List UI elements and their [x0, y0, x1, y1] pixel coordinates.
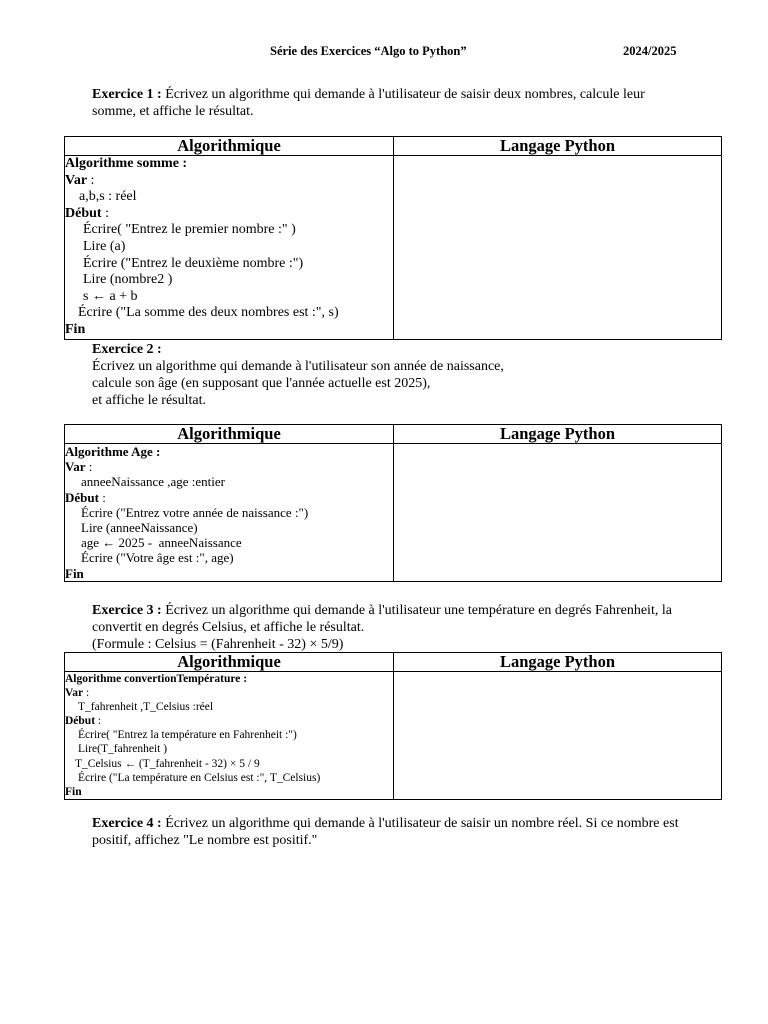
exercise-2-text-line: calcule son âge (en supposant que l'année actuelle est 2025),	[92, 376, 431, 391]
algo-1-var-sep: :	[87, 172, 95, 188]
algo-3-line: Écrire ("La température en Celsius est :", T_Celsius)	[78, 771, 321, 784]
algo-2-var-keyword: Var	[65, 459, 86, 475]
exercise-1-table	[64, 136, 722, 340]
table-1-header-algo: Algorithmique	[65, 137, 394, 156]
algo-1-name: Algorithme somme :	[65, 156, 188, 171]
algo-1-debut-keyword: Début	[65, 205, 102, 221]
exercise-1-python-cell[interactable]	[394, 156, 722, 340]
table-2-header-algo: Algorithmique	[65, 425, 394, 444]
exercise-2-table	[64, 424, 722, 582]
algo-1-var-decl: a,b,s : réel	[79, 189, 137, 205]
exercise-3-label: Exercice 3 :	[92, 603, 162, 618]
algo-3-line: Écrire( "Entrez la température en Fahrenheit :")	[78, 729, 297, 742]
algo-2-name: Algorithme Age :	[65, 444, 161, 459]
table-2-header-python: Langage Python	[394, 425, 722, 444]
algo-3-line: T_Celsius ← (T_fahrenheit - 32) × 5 / 9	[75, 757, 260, 770]
algo-3-var-decl: T_fahrenheit ,T_Celsius :réel	[78, 701, 214, 714]
algo-2-line: Écrire ("Votre âge est :", age)	[81, 550, 234, 566]
algo-2-debut-keyword: Début	[65, 489, 99, 505]
exercise-1-algorithm	[65, 156, 394, 340]
table-1-header-python: Langage Python	[394, 137, 722, 156]
algo-2-var-decl: anneeNaissance ,age :entier	[81, 474, 226, 490]
exercise-2-statement	[92, 341, 692, 409]
exercise-4-label: Exercice 4 :	[92, 816, 162, 831]
algo-2-line: Lire (anneeNaissance)	[81, 520, 198, 536]
exercise-3-algorithm	[65, 672, 394, 800]
algo-3-fin-keyword: Fin	[65, 785, 82, 798]
algo-1-line: Lire (a)	[83, 238, 126, 254]
algo-2-var-sep: :	[85, 459, 93, 475]
algo-3-name: Algorithme convertionTempérature :	[65, 673, 248, 685]
algo-2-line: Écrire ("Entrez votre année de naissance :")	[81, 504, 309, 520]
school-year: 2024/2025	[623, 44, 677, 58]
algo-2-line: age ← 2025 - anneeNaissance	[81, 535, 242, 551]
exercise-4-statement	[92, 815, 692, 849]
exercise-3-formula: (Formule : Celsius = (Fahrenheit - 32) × 5/9)	[92, 637, 344, 652]
exercise-4-text: Écrivez un algorithme qui demande à l'utilisateur de saisir un nombre réel. Si ce nombre est positif, affichez "Le nombre est positif."	[92, 816, 679, 848]
algo-3-debut-sep: :	[95, 715, 102, 728]
exercise-2-python-cell[interactable]	[394, 444, 722, 582]
algo-1-line: Écrire ("Entrez le deuxième nombre :")	[83, 255, 304, 271]
table-3-header-python: Langage Python	[394, 653, 722, 672]
algo-1-var-keyword: Var	[65, 172, 88, 188]
exercise-3-text: Écrivez un algorithme qui demande à l'utilisateur une température en degrés Fahrenheit, la convertit en degrés Celsius, et affiche le résultat.	[92, 603, 672, 635]
algo-3-var-keyword: Var	[65, 687, 84, 700]
exercise-2-label: Exercice 2 :	[92, 342, 162, 357]
algo-1-fin-keyword: Fin	[65, 321, 86, 337]
exercise-3-table	[64, 652, 722, 800]
algo-1-line: s ← a + b	[83, 288, 138, 304]
exercise-3-python-cell[interactable]	[394, 672, 722, 800]
algo-1-line: Écrire ("La somme des deux nombres est :", s)	[78, 305, 339, 321]
exercise-2-algorithm	[65, 444, 394, 582]
exercise-1-text: Écrivez un algorithme qui demande à l'utilisateur de saisir deux nombres, calcule leur somme, et affiche le résultat.	[92, 87, 645, 119]
algo-1-line: Lire (nombre2 )	[83, 272, 173, 288]
document-title: Série des Exercices “Algo to Python”	[270, 44, 467, 58]
exercise-2-text-line: et affiche le résultat.	[92, 393, 207, 408]
algo-1-line: Écrire( "Entrez le premier nombre :" )	[83, 222, 296, 238]
exercise-2-text-line: Écrivez un algorithme qui demande à l'utilisateur son année de naissance,	[92, 359, 504, 374]
algo-3-var-sep: :	[83, 687, 90, 700]
algo-2-debut-sep: :	[98, 489, 106, 505]
exercise-1-label: Exercice 1 :	[92, 87, 162, 102]
algo-2-fin-keyword: Fin	[65, 565, 84, 581]
exercise-3-statement	[92, 602, 692, 653]
algo-1-debut-sep: :	[101, 205, 109, 221]
table-3-header-algo: Algorithmique	[65, 653, 394, 672]
exercise-1-statement	[92, 86, 692, 120]
algo-3-line: Lire(T_fahrenheit )	[78, 743, 168, 756]
algo-3-debut-keyword: Début	[65, 715, 96, 728]
